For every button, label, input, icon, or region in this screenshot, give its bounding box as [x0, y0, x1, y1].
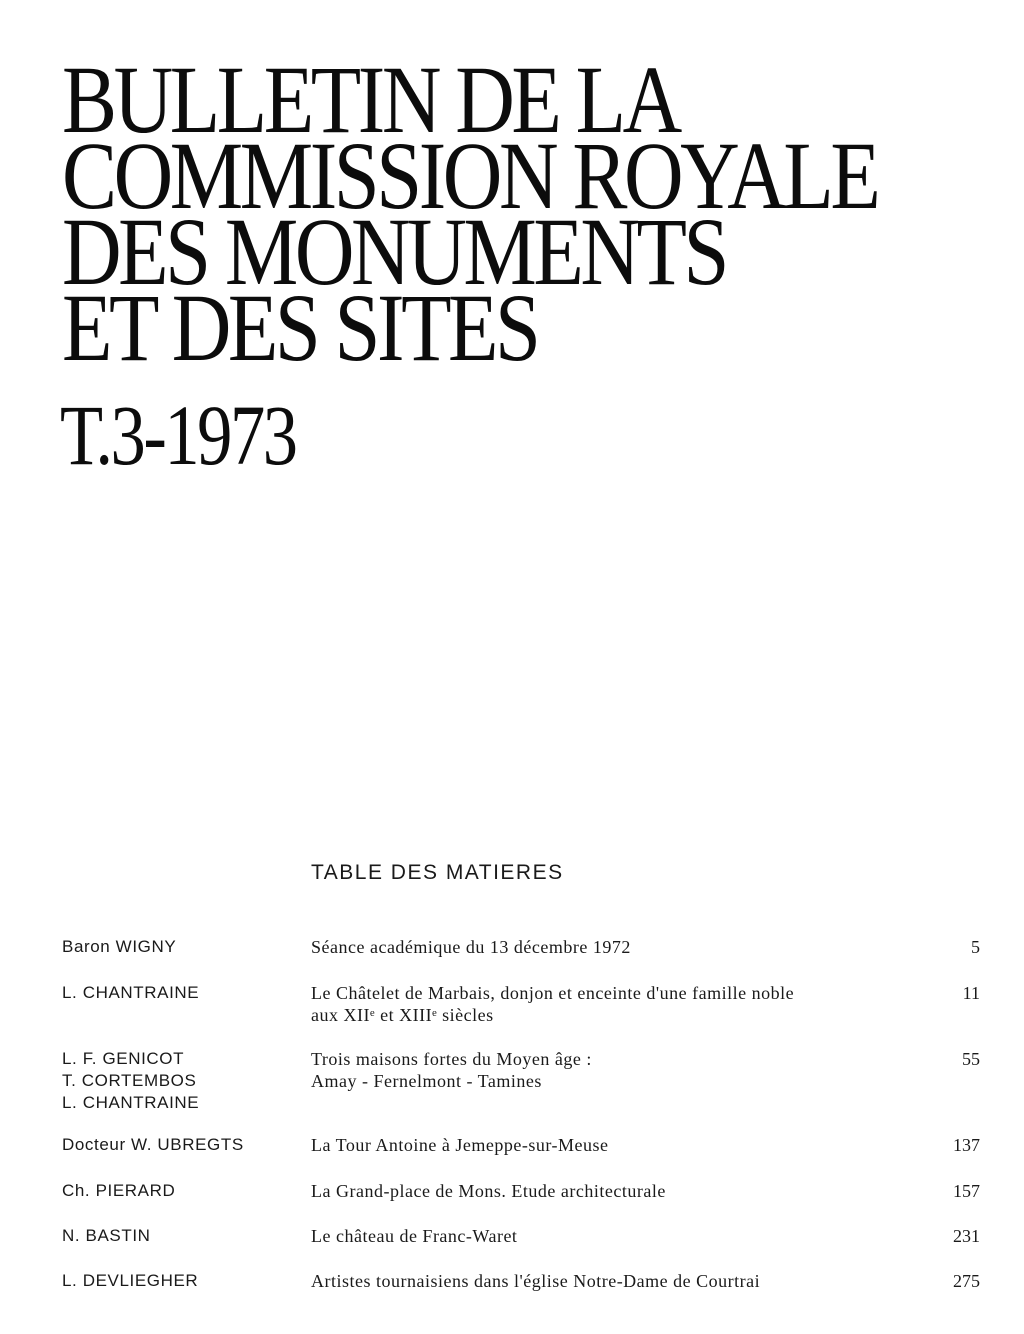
masthead-title [62, 46, 878, 381]
toc-entry-title [311, 1225, 891, 1247]
toc-entry-authors [62, 1134, 302, 1156]
toc-entry-page-number: 231 [953, 1226, 980, 1246]
toc-entry-author: T. CORTEMBOS [62, 1071, 197, 1090]
toc-entry-authors [62, 936, 302, 958]
masthead-line: COMMISSION ROYALE [62, 122, 878, 229]
toc-entry-authors [62, 1048, 302, 1114]
toc-entry-author: L. CHANTRAINE [62, 983, 200, 1002]
toc-entry-title-line: Le Châtelet de Marbais, donjon et enceinte d'une famille noble [311, 983, 795, 1003]
toc-entry-authors [62, 1225, 302, 1247]
toc-entry-title-line: La Grand-place de Mons. Etude architecturale [311, 1181, 666, 1201]
toc-entry-authors [62, 1270, 302, 1292]
toc-entry-author: N. BASTIN [62, 1226, 151, 1245]
volume-number: T.3-1973 [60, 387, 296, 483]
toc-entry-title [311, 936, 891, 958]
toc-entry-author: Baron WIGNY [62, 937, 177, 956]
toc-entry-title [311, 1180, 891, 1202]
masthead-line: BULLETIN DE LA [62, 46, 679, 153]
toc-entry-page-number: 11 [962, 983, 980, 1003]
toc-entry-title [311, 1270, 891, 1292]
toc-entry-title [311, 1048, 891, 1092]
toc-entry-page-number: 55 [962, 1049, 980, 1069]
toc-entry-page-number: 157 [953, 1181, 980, 1201]
toc-entry-title-line: Amay - Fernelmont - Tamines [311, 1071, 542, 1091]
toc-entry-title-line: Trois maisons fortes du Moyen âge : [311, 1049, 592, 1069]
toc-entry-title [311, 982, 891, 1026]
toc-entry-title-line: Séance académique du 13 décembre 1972 [311, 937, 631, 957]
toc-entry-title-line: aux XIIᵉ et XIIIᵉ siècles [311, 1005, 494, 1025]
toc-entry-page-number: 137 [953, 1135, 980, 1155]
toc-entry-author: L. CHANTRAINE [62, 1093, 200, 1112]
toc-entry-authors [62, 982, 302, 1004]
masthead-line: ET DES SITES [62, 274, 538, 381]
toc-entry-title [311, 1134, 891, 1156]
toc-entry-title-line: La Tour Antoine à Jemeppe-sur-Meuse [311, 1135, 609, 1155]
toc-heading: TABLE DES MATIERES [311, 861, 564, 884]
toc-entry-authors [62, 1180, 302, 1202]
masthead-line: DES MONUMENTS [62, 198, 726, 305]
toc-entry-title-line: Le château de Franc-Waret [311, 1226, 518, 1246]
toc-entry-page-number: 275 [953, 1271, 980, 1291]
toc-entry-author: L. F. GENICOT [62, 1049, 185, 1068]
toc-entry-author: Docteur W. UBREGTS [62, 1135, 244, 1154]
toc-entry-author: Ch. PIERARD [62, 1181, 176, 1200]
toc-entry-author: L. DEVLIEGHER [62, 1271, 199, 1290]
toc-entry-title-line: Artistes tournaisiens dans l'église Notre-Dame de Courtrai [311, 1271, 761, 1291]
toc-entry-page-number: 5 [971, 937, 980, 957]
